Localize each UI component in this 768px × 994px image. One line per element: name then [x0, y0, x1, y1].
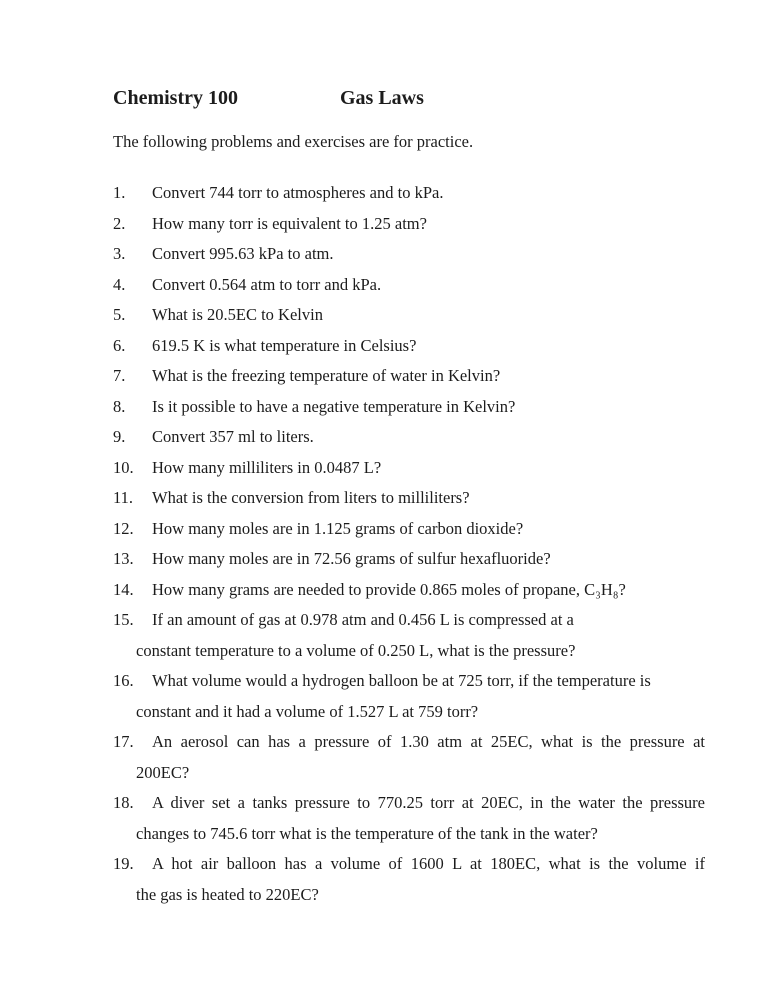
- problem-number: 1.: [113, 183, 126, 202]
- problem-number: 8.: [113, 396, 126, 416]
- doc-title: Gas Laws: [340, 87, 424, 109]
- problem-6: [113, 331, 705, 362]
- problem-line: [113, 849, 705, 880]
- problem-15: [113, 605, 705, 666]
- problem-text: If an amount of gas at 0.978 atm and 0.456 L is compressed at a: [152, 610, 574, 629]
- problem-12: [113, 514, 705, 545]
- problem-10: [113, 453, 705, 484]
- problem-text: How many moles are in 72.56 grams of sulfur hexafluoride?: [152, 549, 551, 568]
- problem-4: [113, 270, 705, 301]
- problem-line-continuation: the gas is heated to 220EC?: [136, 884, 319, 904]
- problem-number: 15.: [113, 610, 134, 629]
- problem-number: 11.: [113, 488, 134, 507]
- document-content: [113, 86, 705, 910]
- problem-list: [113, 178, 705, 910]
- problem-number: 17.: [113, 732, 134, 751]
- problem-text: What volume would a hydrogen balloon be at 725 torr, if the temperature is: [152, 671, 651, 690]
- problem-9: [113, 422, 705, 453]
- problem-line: [113, 788, 705, 819]
- problem-7: [113, 361, 705, 392]
- problem-number: 13.: [113, 549, 134, 568]
- problem-number: 14.: [113, 579, 134, 599]
- problem-text: A hot air balloon has a volume of 1600 L at 180EC, what is the volume if: [152, 854, 705, 873]
- problem-number: 6.: [113, 335, 126, 355]
- problem-number: 9.: [113, 427, 126, 446]
- problem-16: [113, 666, 705, 727]
- problem-13: [113, 544, 705, 575]
- problem-text: Convert 744 torr to atmospheres and to kPa.: [152, 183, 444, 202]
- problem-text: Is it possible to have a negative temperature in Kelvin?: [152, 396, 516, 416]
- problem-1: [113, 178, 705, 209]
- problem-line: [113, 666, 705, 697]
- problem-number: 4.: [113, 274, 126, 294]
- problem-8: [113, 392, 705, 423]
- problem-text: 619.5 K is what temperature in Celsius?: [152, 335, 417, 355]
- problem-line-continuation: constant and it had a volume of 1.527 L at 759 torr?: [136, 701, 479, 721]
- problem-text: How many milliliters in 0.0487 L?: [152, 457, 382, 477]
- problem-text: An aerosol can has a pressure of 1.30 atm at 25EC, what is the pressure at: [152, 732, 705, 751]
- problem-text: How many moles are in 1.125 grams of carbon dioxide?: [152, 518, 524, 538]
- problem-text: What is 20.5EC to Kelvin: [152, 305, 323, 324]
- problem-number: 12.: [113, 518, 134, 538]
- problem-number: 16.: [113, 671, 134, 690]
- problem-number: 5.: [113, 305, 126, 324]
- problem-17: [113, 727, 705, 788]
- problem-number: 19.: [113, 854, 134, 873]
- problem-text: Convert 357 ml to liters.: [152, 427, 314, 446]
- problem-18: [113, 788, 705, 849]
- problem-number: 7.: [113, 366, 126, 385]
- problem-11: [113, 483, 705, 514]
- problem-text: What is the freezing temperature of water in Kelvin?: [152, 366, 501, 385]
- problem-number: 18.: [113, 793, 134, 812]
- problem-line-continuation: constant temperature to a volume of 0.250 L, what is the pressure?: [136, 640, 576, 660]
- problem-number: 3.: [113, 244, 126, 263]
- problem-line-continuation: changes to 745.6 torr what is the temperature of the tank in the water?: [136, 823, 598, 843]
- intro-text: The following problems and exercises are for practice.: [113, 132, 474, 151]
- problem-number: 2.: [113, 213, 126, 233]
- problem-text: What is the conversion from liters to milliliters?: [152, 488, 470, 507]
- course-title: Chemistry 100: [113, 87, 238, 109]
- problem-19: [113, 849, 705, 910]
- problem-text: How many torr is equivalent to 1.25 atm?: [152, 213, 427, 233]
- problem-text: A diver set a tanks pressure to 770.25 torr at 20EC, in the water the pressure: [152, 793, 705, 812]
- problem-text: How many grams are needed to provide 0.865 moles of propane, C₃H₈?: [152, 579, 626, 599]
- problem-text: Convert 0.564 atm to torr and kPa.: [152, 274, 382, 294]
- problem-2: [113, 209, 705, 240]
- problem-line: [113, 605, 705, 636]
- problem-number: 10.: [113, 457, 134, 477]
- problem-14: [113, 575, 705, 606]
- problem-text: Convert 995.63 kPa to atm.: [152, 244, 334, 263]
- title-row: [113, 86, 705, 111]
- problem-line-continuation: 200EC?: [136, 762, 190, 782]
- problem-line: [113, 727, 705, 758]
- problem-3: [113, 239, 705, 270]
- problem-5: [113, 300, 705, 331]
